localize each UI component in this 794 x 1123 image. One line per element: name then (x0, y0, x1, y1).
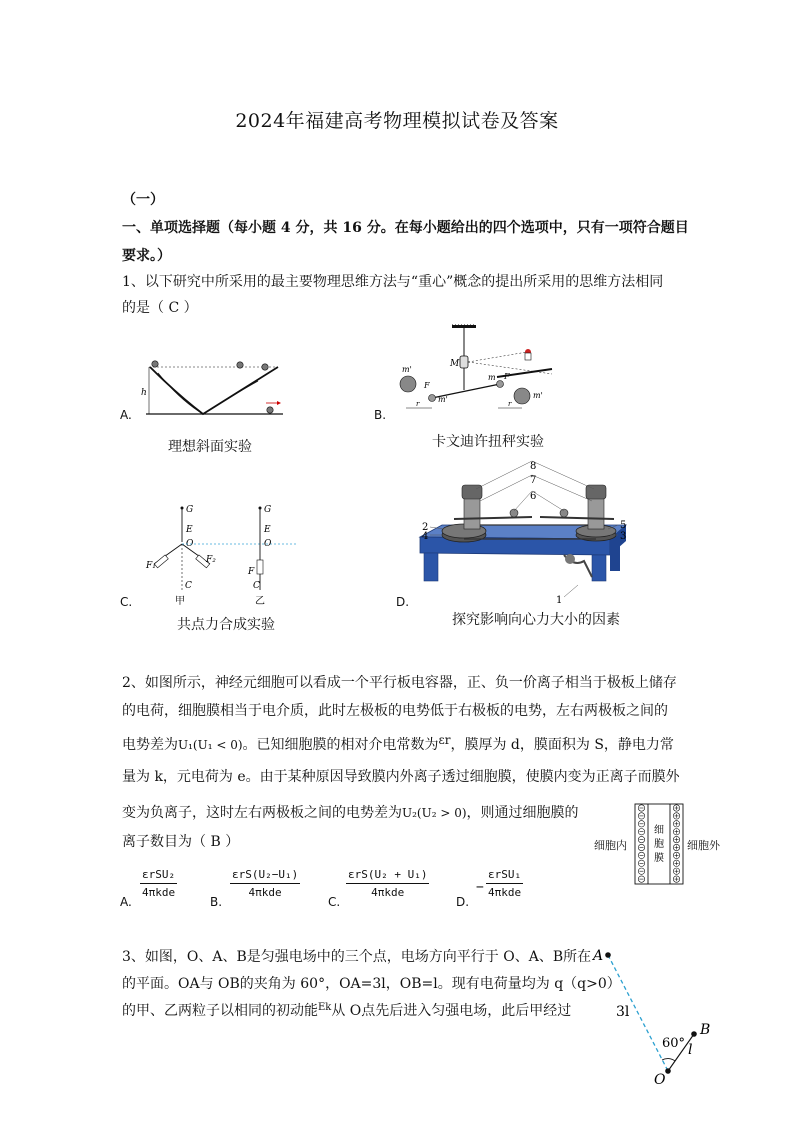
fig-d-n3: 3 (620, 531, 627, 542)
cell-membrane-figure (634, 803, 684, 885)
fig-b-r2: r (508, 400, 512, 408)
membrane-char-2: 胞 (654, 839, 664, 850)
fig-a-h-label: h (141, 388, 147, 398)
q1-stem-line1: 1、以下研究中所采用的最主要物理思维方法与“重心”概念的提出所采用的思维方法相同 (122, 274, 664, 290)
fig-b-m2: m' (438, 395, 448, 404)
q1-option-d-letter: D. (396, 595, 410, 609)
label-angle: 60° (662, 1036, 686, 1051)
fig-d-n8: 8 (530, 461, 537, 472)
fig-b-m3: m (488, 373, 496, 382)
q2-option-c-fraction: εrS(U₂ + U₁) 4πkde (348, 868, 428, 899)
cell-inside-label: 细胞内 (594, 839, 627, 852)
fig-c-O1: O (186, 539, 194, 549)
q2-option-a-fraction: εrSU₂ 4πkde (142, 868, 176, 899)
fig-b-r1: r (416, 400, 420, 408)
q1-option-d-caption: 探究影响向心力大小的因素 (452, 612, 620, 628)
fig-c-F3: F (248, 567, 255, 577)
q1-option-a-letter: A. (120, 408, 132, 422)
fig-b-M: M (450, 359, 460, 369)
fig-d-n5: 5 (620, 520, 627, 531)
q3-stem-line1: 3、如图，O、A、B是匀强电场中的三个点，电场方向平行于 O、A、B所在 (122, 949, 592, 965)
label-b: B (700, 1022, 711, 1038)
fig-c-E2: E (264, 525, 271, 535)
section-heading-line1: 一、单项选择题（每小题 4 分，共 16 分。在每小题给出的四个选项中，只有一项符合题目 (122, 220, 689, 236)
fig-c-C2: C (253, 581, 260, 591)
q2-stem-line4: 量为 k，元电荷为 e。由于某种原因导致膜内外离子透过细胞膜，使膜内变为正离子而膜外 (122, 769, 680, 785)
torsion-balance-figure (392, 322, 562, 422)
q3-geometry-figure (588, 942, 718, 1088)
q2-option-c-letter: C. (328, 895, 341, 909)
fig-d-n2: 2 (422, 522, 429, 533)
fig-c-F2: F₂ (206, 555, 216, 565)
q2-option-b-letter: B. (210, 895, 223, 909)
label-a: A (593, 948, 604, 964)
q2-option-d-sign: − (476, 880, 484, 895)
point-b (691, 1031, 697, 1037)
fig-b-m1: m' (402, 365, 412, 374)
q2-option-d-letter: D. (456, 895, 470, 909)
point-o (665, 1068, 671, 1074)
fig-c-G1: G (186, 505, 194, 515)
point-a (605, 952, 611, 958)
membrane-char-1: 细 (654, 825, 664, 836)
page-title: 2024年福建高考物理模拟试卷及答案 (235, 110, 559, 132)
fig-d-n1: 1 (556, 595, 563, 606)
label-ob-length: l (688, 1042, 693, 1058)
q2-option-d-fraction: εrSU₁ 4πkde (488, 868, 522, 899)
q1-option-a-caption: 理想斜面实验 (168, 439, 252, 455)
fig-c-E1: E (186, 525, 193, 535)
label-oa-length: 3l (616, 1004, 630, 1020)
membrane-char-3: 膜 (654, 853, 664, 864)
q1-option-b-letter: B. (374, 408, 387, 422)
section-heading-line2: 要求。） (122, 248, 171, 264)
fig-b-m4: m' (533, 391, 543, 400)
q2-stem-line5: 变为负离子，这时左右两极板之间的电势差为U₂(U₂ > 0)，则通过细胞膜的 (122, 805, 579, 821)
fig-c-O2: O (264, 539, 272, 549)
fig-c-yi: 乙 (255, 596, 265, 607)
section-marker: （一） (122, 192, 164, 208)
inclined-plane-figure (138, 355, 288, 420)
q1-option-b-caption: 卡文迪许扭秤实验 (432, 434, 544, 450)
q2-option-a-letter: A. (120, 895, 132, 909)
fig-b-F2: F (504, 372, 510, 381)
fig-b-F1: F (424, 381, 430, 390)
force-composition-figure (138, 500, 298, 608)
fig-d-n7: 7 (530, 475, 537, 486)
cell-outside-label: 细胞外 (687, 839, 720, 852)
fig-c-C1: C (185, 581, 192, 591)
fig-d-n6: 6 (530, 491, 537, 502)
q3-stem-line2: 的平面。OA与 OB的夹角为 60°，OA=3l，OB=l。现有电荷量均为 q（q>0） (122, 976, 621, 992)
fig-c-G2: G (264, 505, 272, 515)
q3-stem-line3: 的甲、乙两粒子以相同的初动能$^{Ek}$从 O点先后进入匀强电场，此后甲经过 (122, 1002, 572, 1019)
fig-d-n4: 4 (422, 531, 429, 542)
q2-stem-line1: 2、如图所示，神经元细胞可以看成一个平行板电容器，正、负一价离子相当于极板上储存 (122, 675, 677, 691)
label-o: O (654, 1072, 666, 1088)
q2-stem-line2: 的电荷，细胞膜相当于电介质，此时左极板的电势低于右极板的电势，左右两极板之间的 (122, 703, 668, 719)
fig-c-jia: 甲 (175, 596, 185, 607)
centripetal-apparatus-figure (414, 455, 644, 607)
q1-stem-line2: 的是（ C ） (122, 300, 198, 316)
q1-option-c-caption: 共点力合成实验 (177, 617, 275, 633)
q2-stem-line6: 离子数目为（ B ） (122, 834, 240, 850)
q2-option-b-fraction: εrS(U₂−U₁) 4πkde (232, 868, 299, 899)
fig-c-F1: F₁ (146, 561, 156, 571)
q2-stem-line3: 电势差为U₁(U₁ < 0)。已知细胞膜的相对介电常数为εr，膜厚为 d，膜面积为 S，静电力常 (122, 733, 674, 753)
q1-option-c-letter: C. (120, 595, 133, 609)
